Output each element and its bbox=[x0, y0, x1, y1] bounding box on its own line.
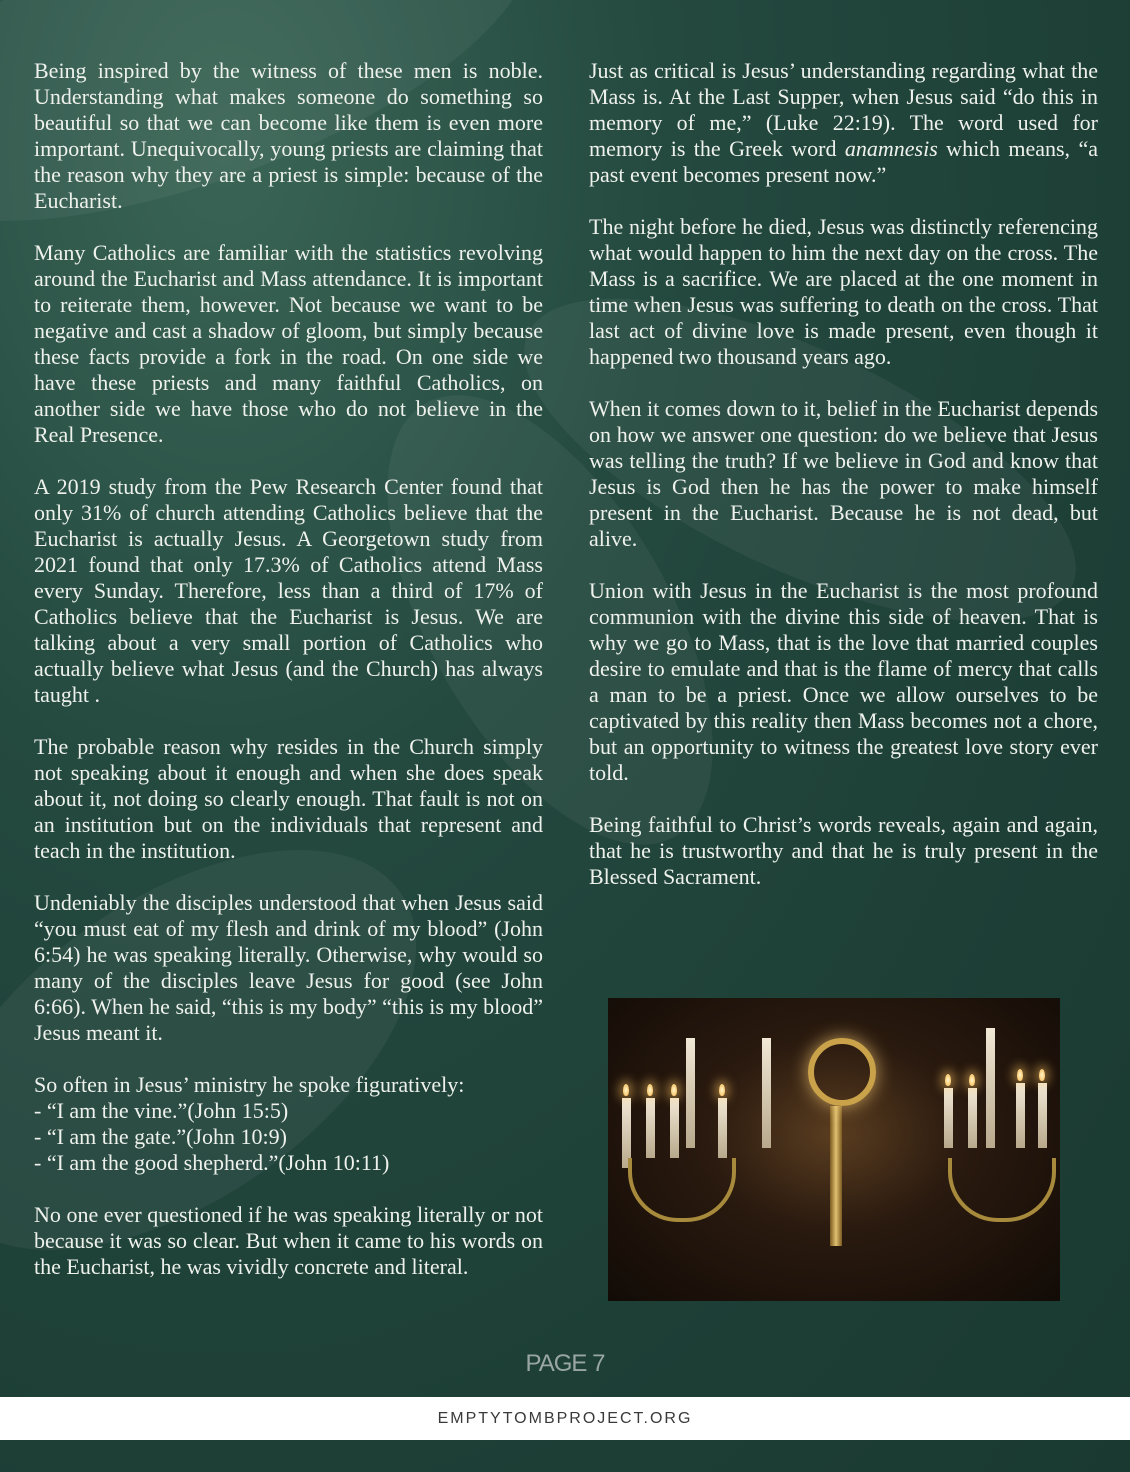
flame bbox=[1039, 1069, 1045, 1081]
footer-band bbox=[0, 1397, 1130, 1440]
paragraph: Undeniably the disciples understood that when Jesus said “you must eat of my flesh and drink of my blood” (John 6:54) he was speaking literally. Otherwise, why would so many of the disciples leave Jesus for good (see John 6:66). When he said, “this is my body” “this is my blood” Jesus meant it. bbox=[34, 890, 543, 1045]
paragraph: The probable reason why resides in the Church simply not speaking about it enough and when she does speak about it, not doing so clearly enough. That fault is not on an institution but on the individuals that represent and teach in the institution. bbox=[34, 734, 543, 863]
flame bbox=[945, 1074, 951, 1086]
paragraph: A 2019 study from the Pew Research Center found that only 31% of church attending Catholics believe that the Eucharist is actually Jesus. A Georgetown study from 2021 found that only 17.3% of Catholics attend Mass every Sunday. Therefore, less than a third of 17% of Catholics believe that the Eucharist is Jesus. We are talking about a very small portion of Catholics who actually believe what Jesus (and the Church) has always taught . bbox=[34, 474, 543, 707]
paragraph: Being inspired by the witness of these men is noble. Understanding what makes someone do something so beautiful so that we can become like them is even more important. Unequivocally, young priests are claiming that the reason why they are a priest is simple: because of the Eucharist. bbox=[34, 58, 543, 213]
italic-term: anamnesis bbox=[844, 136, 938, 161]
text: which means, “a past event becomes present now.” bbox=[589, 136, 1098, 187]
candle bbox=[944, 1088, 953, 1148]
flame bbox=[969, 1074, 975, 1086]
monstrance-photo bbox=[608, 998, 1060, 1301]
candle bbox=[718, 1098, 727, 1158]
flame bbox=[623, 1084, 629, 1096]
paragraph bbox=[589, 58, 1098, 188]
flame bbox=[1017, 1069, 1023, 1081]
text: Just as critical is Jesus’ understanding regarding what the Mass is. At the Last Supper, when Jesus said “do this in memory of me,” (Luke 22:19). The word used for memory is the Greek word bbox=[589, 58, 1098, 161]
flame bbox=[671, 1084, 677, 1096]
paragraph: The night before he died, Jesus was distinctly referencing what would happen to him the next day on the cross. The Mass is a sacrifice. We are placed at the one moment in time when Jesus was suffering to death on the cross. That last act of divine love is made present, even though it happened two thousand years ago. bbox=[589, 214, 1098, 369]
candle bbox=[986, 1028, 995, 1148]
page-number: PAGE 7 bbox=[525, 1350, 605, 1377]
paragraph: No one ever questioned if he was speaking literally or not because it was so clear. But when it came to his words on the Eucharist, he was vividly concrete and literal. bbox=[34, 1202, 543, 1279]
candle bbox=[1038, 1083, 1047, 1148]
monstrance-stem bbox=[830, 1106, 842, 1246]
candle bbox=[670, 1098, 679, 1158]
footer-url[interactable]: EMPTYTOMBPROJECT.ORG bbox=[437, 1409, 693, 1427]
list-item: - “I am the good shepherd.”(John 10:11) bbox=[34, 1150, 390, 1175]
flame bbox=[719, 1084, 725, 1096]
candle bbox=[968, 1088, 977, 1148]
candle bbox=[762, 1038, 771, 1148]
flame bbox=[647, 1084, 653, 1096]
list-item: - “I am the vine.”(John 15:5) bbox=[34, 1098, 289, 1123]
left-column bbox=[34, 58, 543, 1306]
monstrance bbox=[808, 1038, 876, 1106]
candle bbox=[1016, 1083, 1025, 1148]
figurative-list bbox=[34, 1072, 543, 1176]
paragraph: When it comes down to it, belief in the Eucharist depends on how we answer one question: do we believe that Jesus was telling the truth? If we believe in God and know that Jesus is God then he has the power to make himself present in the Eucharist. Because he is not dead, but alive. bbox=[589, 396, 1098, 551]
candelabra bbox=[948, 1158, 1056, 1222]
list-item: - “I am the gate.”(John 10:9) bbox=[34, 1124, 287, 1149]
candle bbox=[686, 1038, 695, 1148]
paragraph: Being faithful to Christ’s words reveals, again and again, that he is trustworthy and that he is truly present in the Blessed Sacrament. bbox=[589, 812, 1098, 889]
paragraph: Union with Jesus in the Eucharist is the most profound communion with the divine this side of heaven. That is why we go to Mass, that is the love that married couples desire to emulate and that is the flame of mercy that calls a man to be a priest. Once we allow ourselves to be captivated by this reality then Mass becomes not a chore, but an opportunity to witness the greatest love story ever told. bbox=[589, 578, 1098, 785]
candle bbox=[646, 1098, 655, 1158]
candelabra bbox=[628, 1158, 736, 1222]
list-intro: So often in Jesus’ ministry he spoke figuratively: bbox=[34, 1072, 465, 1097]
paragraph: Many Catholics are familiar with the statistics revolving around the Eucharist and Mass attendance. It is important to reiterate them, however. Not because we want to be negative and cast a shadow of gloom, but simply because these facts provide a fork in the road. On one side we have these priests and many faithful Catholics, on another side we have those who do not believe in the Real Presence. bbox=[34, 240, 543, 447]
right-column bbox=[589, 58, 1098, 916]
